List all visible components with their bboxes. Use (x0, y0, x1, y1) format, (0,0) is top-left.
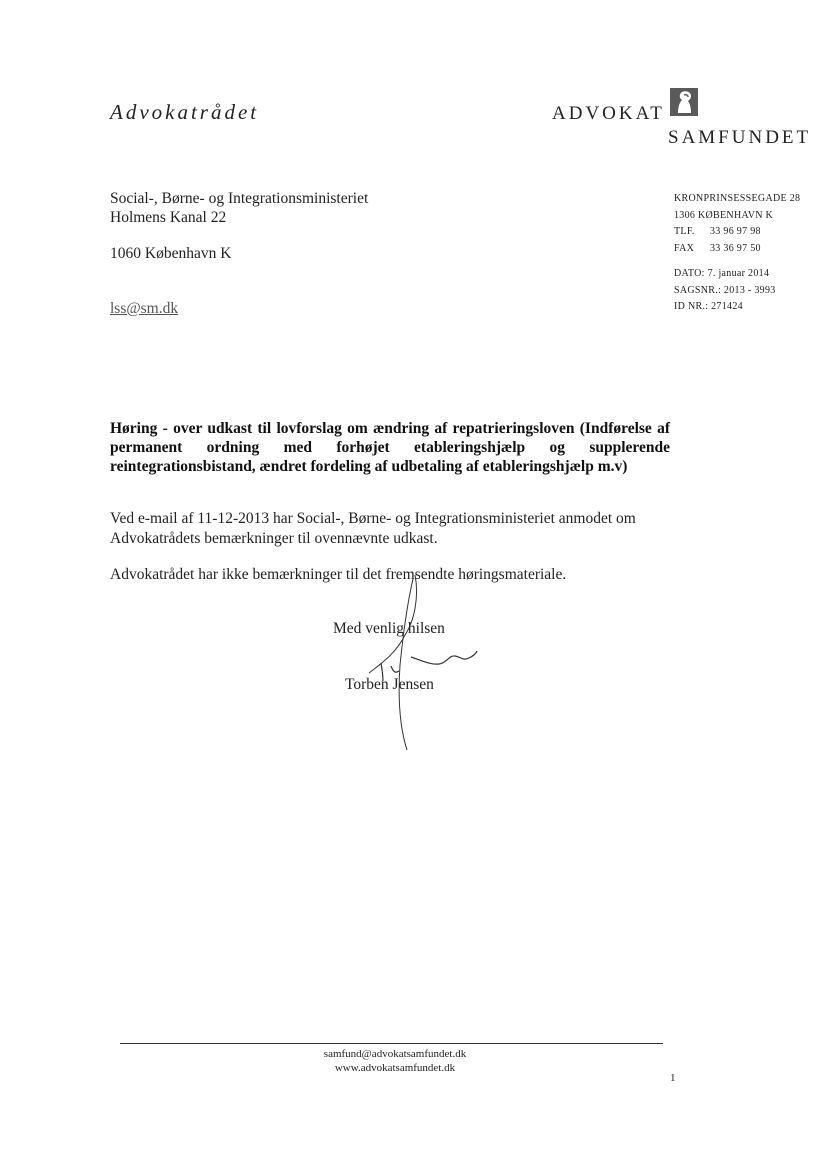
sender-city: 1306 KØBENHAVN K (674, 209, 774, 221)
handwritten-signature (355, 565, 495, 755)
fax-number: 33 36 97 50 (710, 242, 761, 254)
case-number: SAGSNR.: 2013 - 3993 (674, 284, 776, 296)
id-number: ID NR.: 271424 (674, 301, 743, 312)
recipient-name: Social-, Børne- og Integrationsministeriet (110, 190, 369, 207)
recipient-email-link[interactable]: lss@sm.dk (110, 300, 179, 317)
body-paragraph-1: Ved e-mail af 11-12-2013 har Social-, Børne- og Integrationsministeriet anmodet om Advokatrådets bemærkninger til ovennævnte udkast. (110, 510, 636, 547)
advokatsamfundet-emblem-icon (668, 86, 700, 118)
letter-date: DATO: 7. januar 2014 (674, 268, 770, 279)
footer-email[interactable]: samfund@advokatsamfundet.dk (323, 1048, 467, 1060)
body-paragraph-2: Advokatrådet har ikke bemærkninger til det fremsendte høringsmateriale. (110, 566, 567, 583)
signer-name: Torben Jensen (345, 676, 434, 693)
footer-divider (120, 1043, 663, 1044)
logo-text-advokat: ADVOKAT (552, 103, 665, 124)
recipient-street: Holmens Kanal 22 (110, 209, 227, 226)
sender-fax (674, 241, 800, 258)
sender-street: KRONPRINSESSEGADE 28 (674, 193, 801, 204)
closing-greeting: Med venlig hilsen (333, 620, 445, 637)
recipient-postal: 1060 København K (110, 245, 232, 262)
recipient-address (110, 189, 368, 227)
logo-text-samfundet: SAMFUNDET (668, 127, 812, 148)
sender-info-block (674, 191, 800, 316)
page-number: 1 (670, 1072, 676, 1084)
phone-label: TLF. (674, 226, 695, 237)
organization-name-italic: Advokatrådet (110, 100, 260, 124)
footer-contact (120, 1047, 670, 1075)
letter-subject: Høring - over udkast til lovforslag om ændring af repatrieringsloven (Indførelse af permanent ordning med forhøjet etableringshjælp og supplerende reintegrationsbistand, ændret fordeling af udbetaling af etableringshjælp m.v) (110, 420, 670, 475)
fax-label: FAX (674, 242, 695, 254)
footer-website[interactable]: www.advokatsamfundet.dk (334, 1062, 456, 1074)
sender-phone (674, 224, 800, 241)
phone-number: 33 96 97 98 (710, 226, 761, 237)
